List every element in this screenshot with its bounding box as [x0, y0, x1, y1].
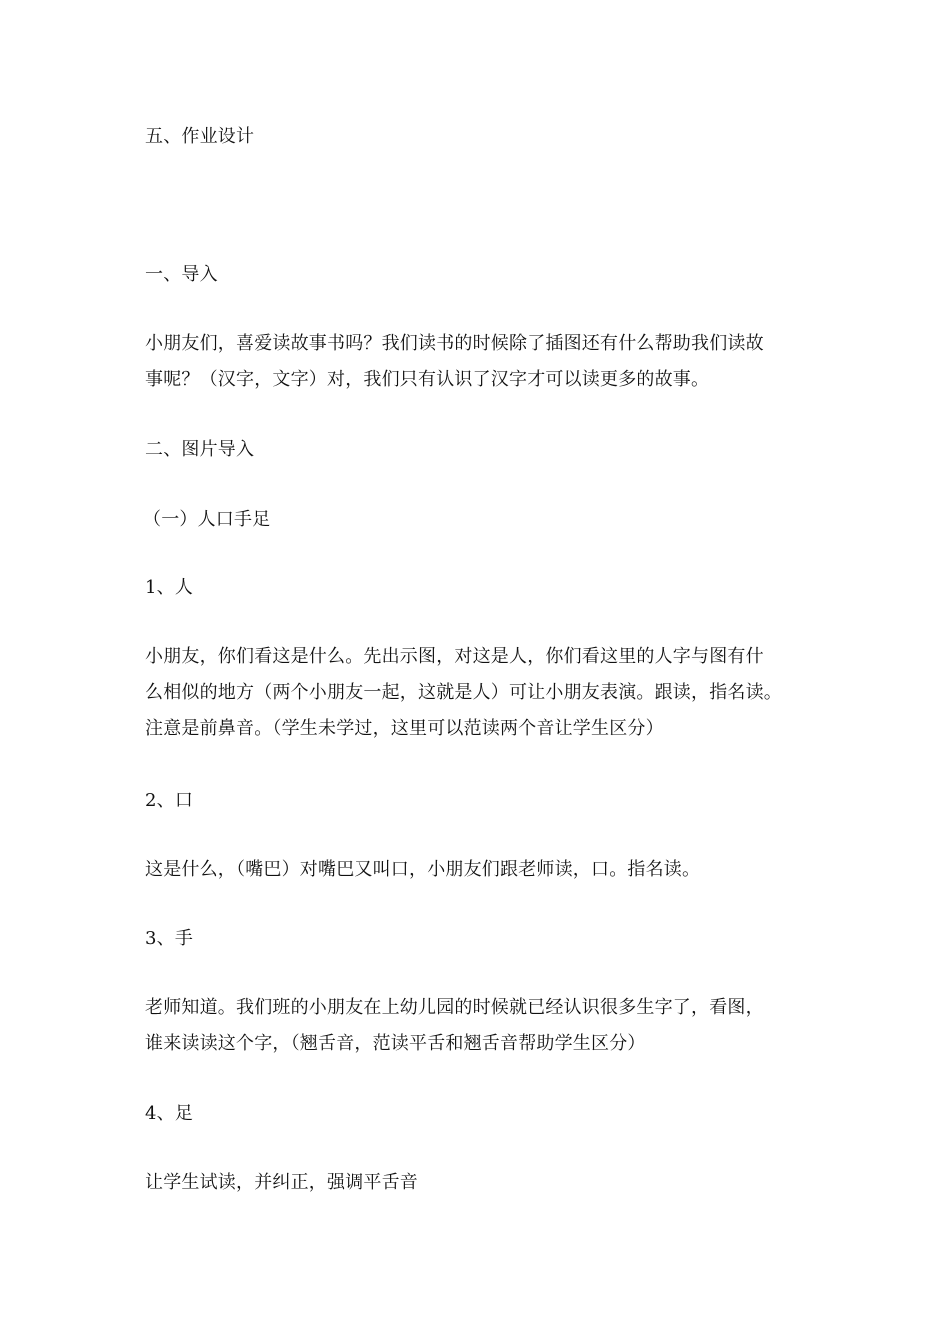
item-1-paragraph-line-1: 小朋友，你们看这是什么。先出示图，对这是人，你们看这里的人字与图有什 — [145, 646, 764, 667]
item-4-heading: 4、足 — [145, 1103, 194, 1124]
item-4-paragraph: 让学生试读，并纠正，强调平舌音 — [145, 1172, 418, 1193]
intro-paragraph-line-1: 小朋友们，喜爱读故事书吗？我们读书的时候除了插图还有什么帮助我们读故 — [145, 333, 764, 354]
item-3-paragraph-line-1: 老师知道。我们班的小朋友在上幼儿园的时候就已经认识很多生字了，看图， — [145, 997, 764, 1018]
item-1-paragraph-line-2: 么相似的地方（两个小朋友一起，这就是人）可让小朋友表演。跟读，指名读。 — [145, 682, 782, 703]
item-3-heading: 3、手 — [145, 928, 194, 949]
item-2-heading: 2、口 — [145, 790, 194, 811]
item-3-paragraph — [145, 990, 825, 1062]
section-five-heading: 五、作业设计 — [145, 126, 255, 147]
section-two-heading: 二、图片导入 — [145, 439, 255, 460]
subsection-heading: （一）人口手足 — [143, 509, 271, 530]
intro-paragraph — [145, 326, 825, 398]
item-3-paragraph-line-2: 谁来读读这个字，（翘舌音，范读平舌和翘舌音帮助学生区分） — [145, 1033, 646, 1054]
item-1-paragraph-line-3: 注意是前鼻音。（学生未学过，这里可以范读两个音让学生区分） — [145, 718, 664, 739]
item-1-paragraph — [145, 639, 825, 747]
item-1-heading: 1、人 — [145, 577, 194, 598]
section-one-heading: 一、导入 — [145, 264, 218, 285]
item-2-paragraph: 这是什么，（嘴巴）对嘴巴又叫口，小朋友们跟老师读，口。指名读。 — [145, 859, 701, 880]
intro-paragraph-line-2: 事呢？（汉字，文字）对，我们只有认识了汉字才可以读更多的故事。 — [145, 369, 710, 390]
